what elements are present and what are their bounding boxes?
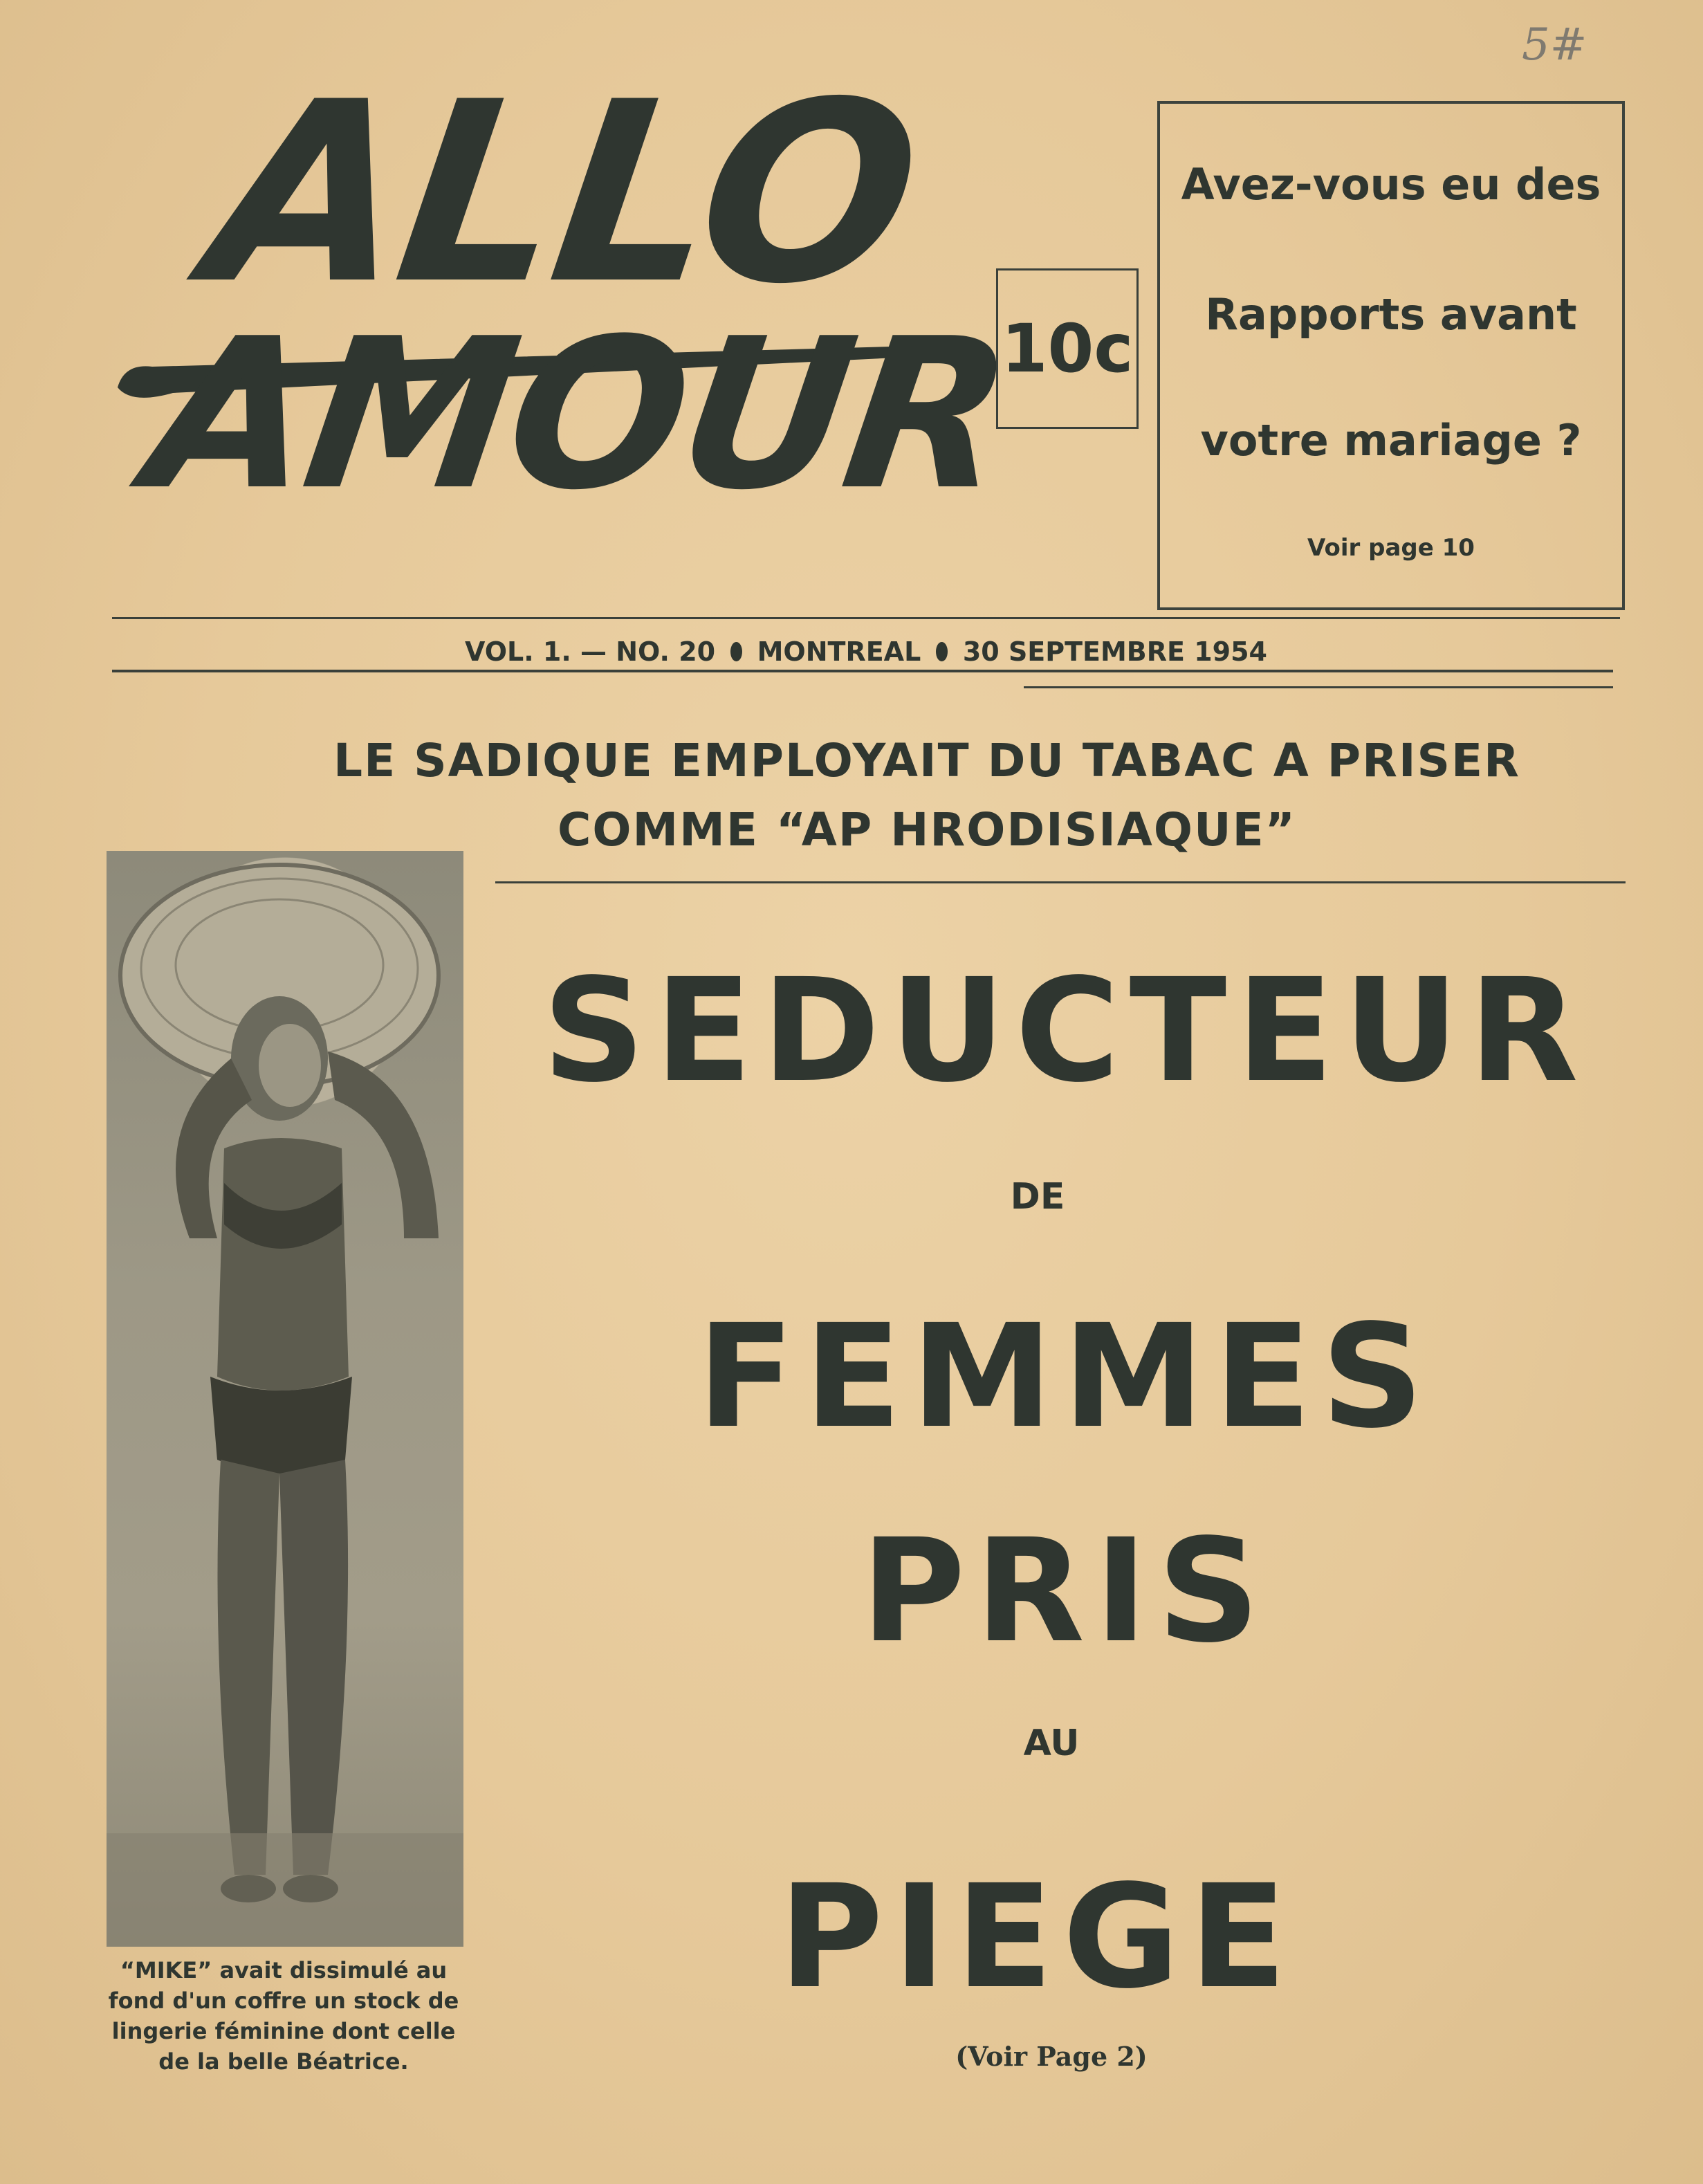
promo-line-3: votre mariage ? (1200, 415, 1582, 466)
logo-title-amour: AMOUR (135, 294, 1020, 535)
caption-line-1: “MIKE” avait dissimulé au (120, 1957, 448, 1983)
promo-see-page: Voir page 10 (1307, 534, 1475, 562)
bullet-icon (936, 642, 948, 661)
photo-illustration (107, 851, 463, 1947)
subheadline-line-2: COMME “AP HRODISIAQUE” (557, 803, 1297, 856)
headline-piege: PIEGE (778, 1854, 1297, 2020)
masthead-logo (104, 48, 1020, 595)
promo-line-1: Avez-vous eu des (1181, 159, 1601, 210)
subheadline-rule (495, 881, 1626, 883)
handwritten-note: 5# (1522, 19, 1587, 71)
headline-au: AU (1023, 1723, 1080, 1764)
dateline-date: 30 SEPTEMBRE 1954 (962, 636, 1267, 667)
photo-woman-swimsuit (107, 851, 463, 1947)
headline-pris: PRIS (860, 1508, 1270, 1674)
dateline-volume: VOL. 1. — NO. 20 (465, 636, 716, 667)
dateline-city: MONTREAL (757, 636, 921, 667)
caption-line-2: fond d'un coffre un stock de (108, 1988, 459, 2014)
dateline-rule-right (1024, 686, 1613, 688)
promo-line-2: Rapports avant (1205, 289, 1577, 340)
headline-seducteur: SEDUCTEUR (542, 948, 1588, 1114)
promo-box (1157, 101, 1625, 610)
bullet-icon (730, 642, 742, 661)
price-box: 10c (996, 268, 1139, 429)
headline-see-page: (Voir Page 2) (955, 2041, 1148, 2072)
caption-line-3: lingerie féminine dont celle (111, 2018, 456, 2044)
subheadline (249, 726, 1605, 865)
headline-de: DE (1010, 1176, 1065, 1218)
logo-title-allo: ALLO (194, 48, 932, 338)
dateline-rule-top (112, 617, 1620, 619)
dateline (465, 631, 1267, 672)
headline-femmes: FEMMES (697, 1294, 1434, 1460)
photo-caption (104, 1955, 463, 2077)
caption-line-4: de la belle Béatrice. (158, 2048, 409, 2075)
subheadline-line-1: LE SADIQUE EMPLOYAIT DU TABAC A PRISER (333, 734, 1520, 787)
